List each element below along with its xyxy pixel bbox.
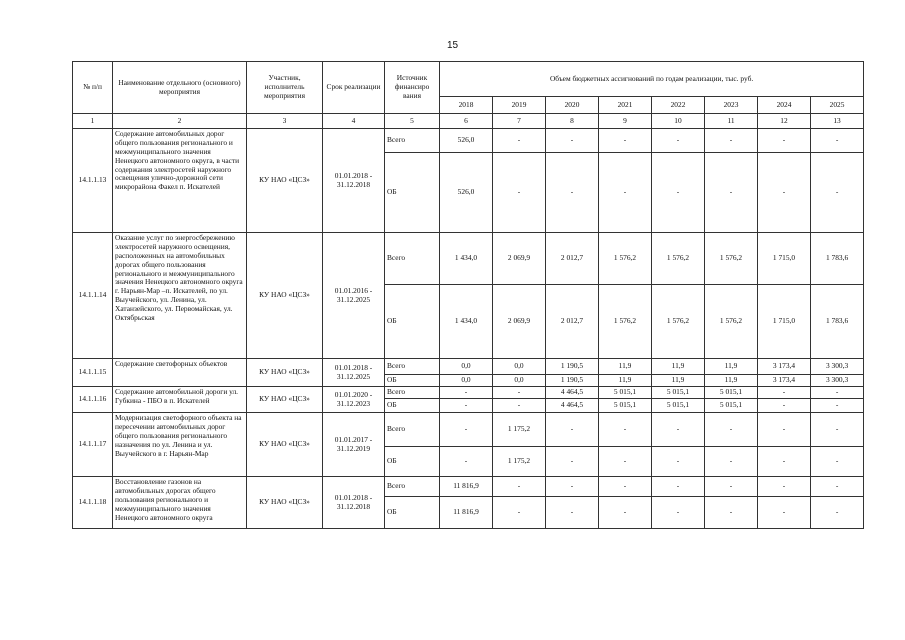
budget-value: - (758, 153, 811, 233)
year-header: 2025 (811, 97, 864, 114)
participant: КУ НАО «ЦСЗ» (247, 233, 323, 359)
budget-value: 11,9 (652, 375, 705, 387)
budget-value: - (599, 447, 652, 477)
budget-value: - (493, 129, 546, 153)
budget-value: 11,9 (652, 359, 705, 375)
budget-value: - (652, 497, 705, 529)
implementation-period: 01.01.2017 - 31.12.2019 (323, 413, 385, 477)
budget-value: 5 015,1 (705, 399, 758, 413)
budget-value: 1 434,0 (440, 233, 493, 285)
budget-value: - (811, 447, 864, 477)
column-index-cell: 4 (323, 114, 385, 129)
budget-value: - (811, 497, 864, 529)
budget-value: 1 175,2 (493, 413, 546, 447)
funding-source: Всего (385, 477, 440, 497)
table-row (73, 387, 864, 399)
budget-value: 1 576,2 (599, 233, 652, 285)
budget-value: 1 783,6 (811, 285, 864, 359)
budget-value: - (546, 447, 599, 477)
implementation-period: 01.01.2020 - 31.12.2023 (323, 387, 385, 413)
budget-value: - (546, 129, 599, 153)
budget-value: 11,9 (705, 375, 758, 387)
budget-value: - (811, 413, 864, 447)
funding-source: Всего (385, 387, 440, 399)
budget-value: 11,9 (705, 359, 758, 375)
budget-value: 2 012,7 (546, 233, 599, 285)
participant: КУ НАО «ЦСЗ» (247, 477, 323, 529)
budget-value: 0,0 (440, 359, 493, 375)
participant: КУ НАО «ЦСЗ» (247, 129, 323, 233)
budget-value: 11,9 (599, 375, 652, 387)
budget-value: 5 015,1 (705, 387, 758, 399)
year-header: 2019 (493, 97, 546, 114)
budget-value: 5 015,1 (599, 387, 652, 399)
column-index-cell: 12 (758, 114, 811, 129)
budget-value: 1 576,2 (652, 285, 705, 359)
budget-value: 3 300,3 (811, 375, 864, 387)
measure-name: Оказание услуг по энергосбережению электросетей наружного освещения, расположенных на автомобильных дорогах общего пользования регионального и межмуниципального значения Ненецкого автономного округа г. Нарьян-Мар –п. Искателей, по ул. Выучейского, ул. Ленина, ул. Хатанзейского, ул. Первомайская, ул. Октябрьская (113, 233, 247, 359)
budget-value: 1 190,5 (546, 359, 599, 375)
implementation-period: 01.01.2018 - 31.12.2018 (323, 477, 385, 529)
measure-name: Содержание автомобильных дорог общего пользования регионального и межмуниципального значения Ненецкого автономного округа, в части содержания электросетей наружного освещения улично-дорожной сети микрорайона Факел п. Искателей (113, 129, 247, 233)
budget-value: 1 576,2 (705, 233, 758, 285)
measure-name: Содержание автомобильной дороги ул. Губкина - ПБО в п. Искателей (113, 387, 247, 413)
year-header: 2020 (546, 97, 599, 114)
funding-source: Всего (385, 233, 440, 285)
column-index-cell: 6 (440, 114, 493, 129)
row-number: 14.1.1.14 (73, 233, 113, 359)
funding-source: ОБ (385, 375, 440, 387)
budget-value: 0,0 (493, 359, 546, 375)
budget-value: - (758, 477, 811, 497)
budget-value: - (440, 413, 493, 447)
budget-value: - (599, 497, 652, 529)
budget-value: - (811, 477, 864, 497)
budget-value: - (546, 413, 599, 447)
column-index-cell: 7 (493, 114, 546, 129)
budget-value: 5 015,1 (599, 399, 652, 413)
budget-value: - (652, 477, 705, 497)
budget-value: 1 783,6 (811, 233, 864, 285)
header-volume: Объем бюджетных ассигнований по годам реализации, тыс. руб. (440, 62, 864, 97)
table-row (73, 413, 864, 447)
budget-value: 5 015,1 (652, 399, 705, 413)
budget-value: 526,0 (440, 153, 493, 233)
column-index-cell: 11 (705, 114, 758, 129)
budget-value: 11,9 (599, 359, 652, 375)
year-header: 2018 (440, 97, 493, 114)
year-header: 2022 (652, 97, 705, 114)
budget-value: 1 175,2 (493, 447, 546, 477)
budget-value: 1 434,0 (440, 285, 493, 359)
budget-value: 3 300,3 (811, 359, 864, 375)
budget-value: 1 190,5 (546, 375, 599, 387)
budget-value: 4 464,5 (546, 387, 599, 399)
budget-value: - (546, 497, 599, 529)
budget-value: - (705, 477, 758, 497)
year-header: 2021 (599, 97, 652, 114)
budget-value: - (652, 129, 705, 153)
budget-value: 0,0 (493, 375, 546, 387)
budget-value: - (493, 399, 546, 413)
measure-name: Восстановление газонов на автомобильных дорогах общего пользования регионального и межмуниципального значения Ненецкого автономного округа (113, 477, 247, 529)
budget-value: - (493, 497, 546, 529)
budget-value: - (546, 153, 599, 233)
budget-value: 2 012,7 (546, 285, 599, 359)
table-body (73, 129, 864, 529)
row-number: 14.1.1.15 (73, 359, 113, 387)
budget-value: - (493, 477, 546, 497)
budget-value: - (758, 387, 811, 399)
budget-value: - (811, 399, 864, 413)
budget-value: - (705, 153, 758, 233)
table-row (73, 477, 864, 497)
header-period: Срок реализации (323, 62, 385, 114)
budget-value: 4 464,5 (546, 399, 599, 413)
budget-value: 1 576,2 (599, 285, 652, 359)
header-participant: Участник, исполнитель мероприятия (247, 62, 323, 114)
budget-value: - (546, 477, 599, 497)
budget-value: - (705, 129, 758, 153)
implementation-period: 01.01.2016 - 31.12.2025 (323, 233, 385, 359)
row-number: 14.1.1.13 (73, 129, 113, 233)
page-number: 15 (446, 40, 459, 51)
budget-value: 11 816,9 (440, 497, 493, 529)
table-row (73, 359, 864, 375)
funding-source: ОБ (385, 153, 440, 233)
budget-value: 1 576,2 (705, 285, 758, 359)
budget-value: - (599, 129, 652, 153)
budget-value: - (652, 153, 705, 233)
table-row (73, 129, 864, 153)
budget-value: - (599, 413, 652, 447)
budget-value: - (758, 447, 811, 477)
row-number: 14.1.1.16 (73, 387, 113, 413)
budget-table (72, 61, 864, 529)
column-index-cell: 5 (385, 114, 440, 129)
column-index-cell: 2 (113, 114, 247, 129)
column-index-cell: 9 (599, 114, 652, 129)
budget-value: - (705, 497, 758, 529)
table-row (73, 233, 864, 285)
budget-value: - (811, 129, 864, 153)
budget-value: 3 173,4 (758, 375, 811, 387)
row-number: 14.1.1.18 (73, 477, 113, 529)
budget-value: - (652, 413, 705, 447)
budget-value: - (440, 399, 493, 413)
participant: КУ НАО «ЦСЗ» (247, 387, 323, 413)
budget-value: 1 715,0 (758, 285, 811, 359)
budget-value: - (599, 477, 652, 497)
measure-name: Модернизация светофорного объекта на пересечении автомобильных дорог общего пользования регионального назначения по ул. Ленина и ул. Выучейского в г. Нарьян-Мар (113, 413, 247, 477)
budget-value: 2 069,9 (493, 285, 546, 359)
participant: КУ НАО «ЦСЗ» (247, 413, 323, 477)
header-name: Наименование отдельного (основного) мероприятия (113, 62, 247, 114)
funding-source: ОБ (385, 497, 440, 529)
budget-value: - (705, 447, 758, 477)
budget-value: - (652, 447, 705, 477)
budget-value: - (758, 413, 811, 447)
funding-source: ОБ (385, 447, 440, 477)
column-index-cell: 13 (811, 114, 864, 129)
participant: КУ НАО «ЦСЗ» (247, 359, 323, 387)
column-index-cell: 8 (546, 114, 599, 129)
column-index-cell: 10 (652, 114, 705, 129)
funding-source: ОБ (385, 285, 440, 359)
year-header: 2023 (705, 97, 758, 114)
budget-value: 11 816,9 (440, 477, 493, 497)
funding-source: ОБ (385, 399, 440, 413)
year-header: 2024 (758, 97, 811, 114)
budget-value: - (440, 387, 493, 399)
funding-source: Всего (385, 129, 440, 153)
column-index-cell: 1 (73, 114, 113, 129)
budget-value: 526,0 (440, 129, 493, 153)
funding-source: Всего (385, 413, 440, 447)
budget-value: - (440, 447, 493, 477)
column-index-row (73, 114, 864, 129)
budget-value: - (758, 399, 811, 413)
budget-value: 5 015,1 (652, 387, 705, 399)
budget-value: 0,0 (440, 375, 493, 387)
budget-value: - (811, 387, 864, 399)
budget-value: - (493, 153, 546, 233)
budget-value: - (599, 153, 652, 233)
budget-value: - (758, 497, 811, 529)
budget-value: 1 715,0 (758, 233, 811, 285)
column-index-cell: 3 (247, 114, 323, 129)
budget-value: 1 576,2 (652, 233, 705, 285)
budget-value: 3 173,4 (758, 359, 811, 375)
header-num: № п/п (73, 62, 113, 114)
budget-value: - (493, 387, 546, 399)
budget-value: - (705, 413, 758, 447)
funding-source: Всего (385, 359, 440, 375)
header-source: Источник финансиро вания (385, 62, 440, 114)
measure-name: Содержание светофорных объектов (113, 359, 247, 387)
implementation-period: 01.01.2018 - 31.12.2018 (323, 129, 385, 233)
budget-value: - (811, 153, 864, 233)
implementation-period: 01.01.2018 - 31.12.2025 (323, 359, 385, 387)
budget-value: - (758, 129, 811, 153)
row-number: 14.1.1.17 (73, 413, 113, 477)
budget-value: 2 069,9 (493, 233, 546, 285)
